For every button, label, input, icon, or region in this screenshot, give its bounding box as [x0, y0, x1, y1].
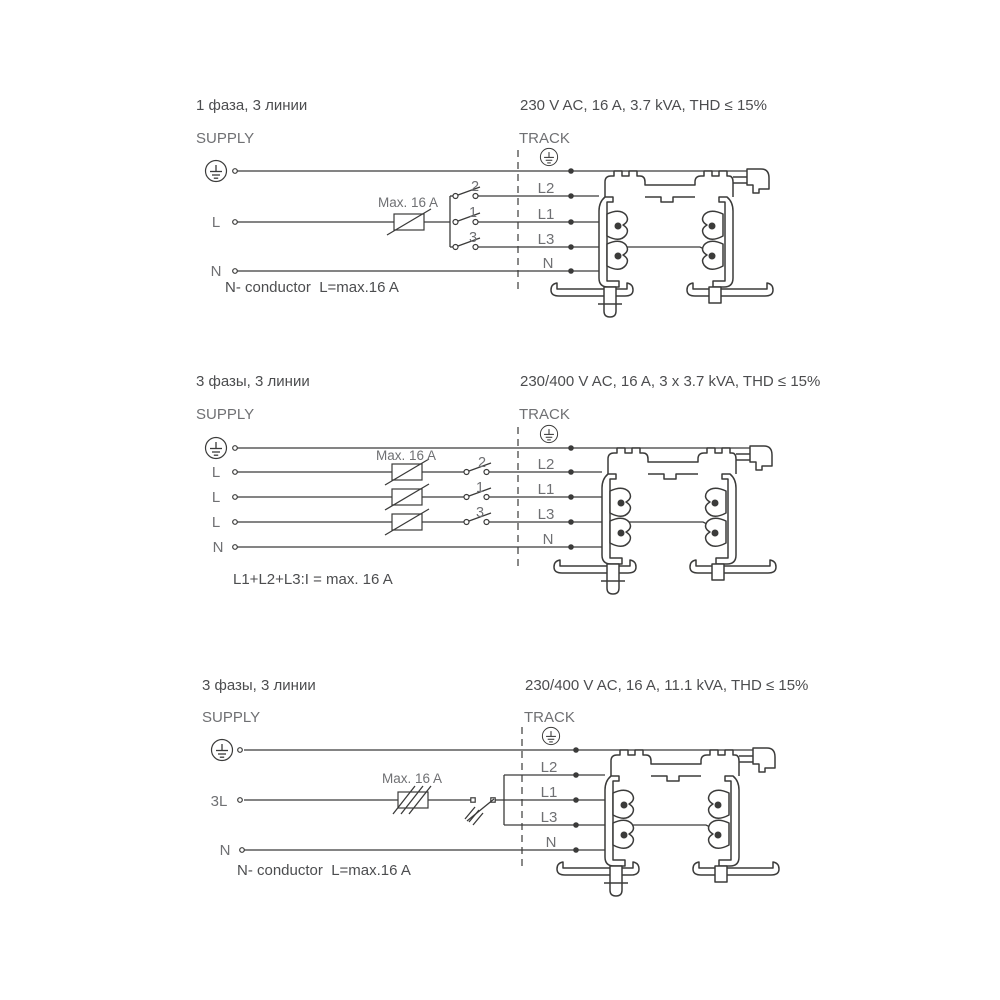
supply-terminal — [233, 269, 238, 274]
fuse — [385, 509, 429, 535]
track-cross-section — [554, 446, 776, 594]
diagram2-note: L1+L2+L3:I = max. 16 A — [233, 571, 393, 588]
phase-label: L — [211, 464, 221, 481]
diagram1-note: N- conductor L=max.16 A — [225, 279, 399, 296]
switch-number: 1 — [475, 480, 485, 496]
fuse — [385, 484, 429, 510]
diagram1-spec: 230 V AC, 16 A, 3.7 kVA, THD ≤ 15% — [520, 97, 767, 114]
track-line-label: L2 — [540, 759, 558, 776]
track-line-label: N — [545, 834, 557, 851]
diagram-three-phase-breaker — [202, 677, 808, 896]
phase-label: 3L — [210, 793, 228, 810]
track-line-label: L1 — [537, 481, 555, 498]
track-line-label: N — [542, 531, 554, 548]
switch-number: 1 — [468, 205, 478, 221]
diagram3-spec: 230/400 V AC, 16 A, 11.1 kVA, THD ≤ 15% — [525, 677, 809, 694]
diagram1-title: 1 фаза, 3 линии — [196, 97, 308, 114]
earth-icon — [540, 425, 557, 442]
neutral-label: N — [210, 263, 222, 280]
supply-terminal — [233, 220, 238, 225]
earth-icon — [540, 148, 557, 165]
three-pole-fuse — [393, 786, 431, 814]
diagram-three-phase-fused — [196, 373, 820, 594]
switch-number: 2 — [470, 179, 480, 195]
supply-terminal — [233, 545, 238, 550]
phase-label: L — [211, 514, 221, 531]
fuse-rating-label: Max. 16 A — [381, 771, 443, 786]
phase-label: L — [211, 214, 221, 231]
earth-icon — [212, 740, 233, 761]
diagram2-title: 3 фазы, 3 линии — [196, 373, 310, 390]
supply-terminal — [233, 495, 238, 500]
diagram3-title: 3 фазы, 3 линии — [202, 677, 316, 694]
track-line-label: L3 — [537, 506, 555, 523]
diagram2-track-label: TRACK — [519, 406, 570, 423]
track-line-label: L1 — [540, 784, 558, 801]
three-pole-switch — [465, 798, 495, 825]
track-line-label: N — [542, 255, 554, 272]
diagram2-supply-label: SUPPLY — [196, 406, 255, 423]
fuse-rating-label: Max. 16 A — [375, 448, 437, 463]
diagram1-track-label: TRACK — [519, 130, 570, 147]
supply-terminal — [238, 798, 243, 803]
earth-icon — [206, 161, 227, 182]
diagram1-supply-label: SUPPLY — [196, 130, 255, 147]
track-cross-section — [557, 748, 779, 896]
diagram3-supply-label: SUPPLY — [202, 709, 261, 726]
diagram2-spec: 230/400 V AC, 16 A, 3 x 3.7 kVA, THD ≤ 15% — [520, 373, 821, 390]
switch-number: 3 — [468, 230, 478, 246]
supply-terminal — [238, 748, 243, 753]
track-line-label: L1 — [537, 206, 555, 223]
earth-icon — [206, 438, 227, 459]
track-cross-section — [551, 169, 773, 317]
track-line-label: L2 — [537, 180, 555, 197]
fuse-rating-label: Max. 16 A — [377, 195, 439, 210]
switch-number: 3 — [475, 505, 485, 521]
diagram3-note: N- conductor L=max.16 A — [237, 862, 411, 879]
supply-terminal — [233, 446, 238, 451]
phase-label: L — [211, 489, 221, 506]
diagram-single-phase — [196, 97, 773, 317]
earth-icon — [542, 727, 559, 744]
neutral-label: N — [212, 539, 224, 556]
supply-terminal — [233, 169, 238, 174]
track-line-label: L3 — [540, 809, 558, 826]
diagram3-track-label: TRACK — [524, 709, 575, 726]
supply-terminal — [233, 470, 238, 475]
track-line-label: L3 — [537, 231, 555, 248]
supply-terminal — [240, 848, 245, 853]
switch-number: 2 — [477, 455, 487, 471]
fuse — [387, 209, 431, 235]
neutral-label: N — [219, 842, 231, 859]
supply-terminal — [233, 520, 238, 525]
track-line-label: L2 — [537, 456, 555, 473]
